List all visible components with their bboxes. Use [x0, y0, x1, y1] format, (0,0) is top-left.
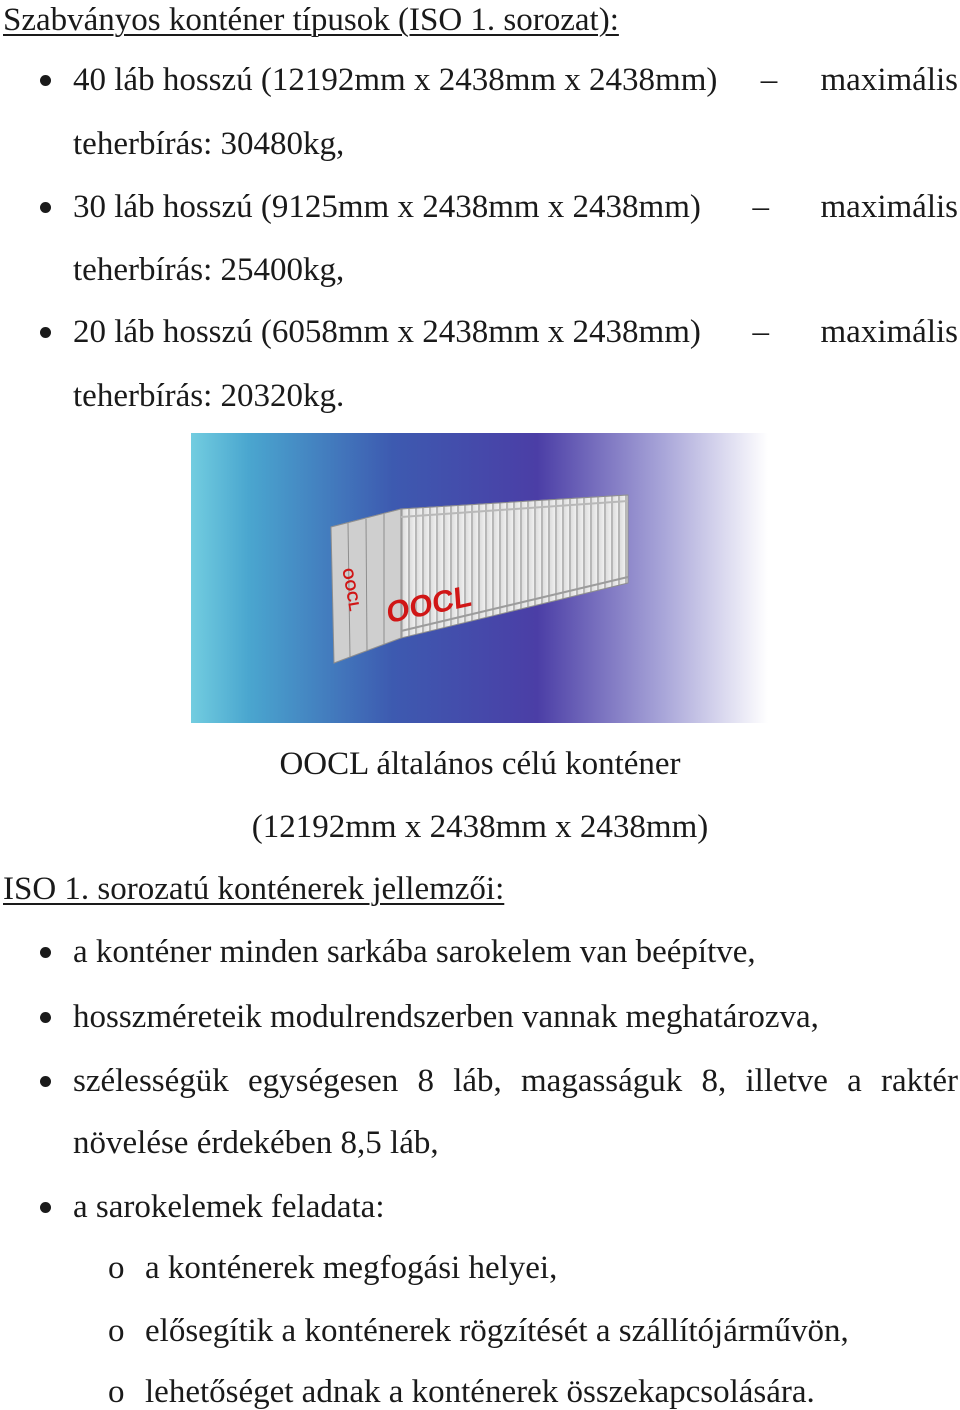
figure-caption-dimensions: (12192mm x 2438mm x 2438mm) — [251, 809, 709, 845]
sub-bullet-marker: o — [108, 1250, 125, 1286]
list-item-text: maximális — [820, 62, 958, 98]
oocl-container-illustration — [191, 433, 768, 723]
bullet-icon — [40, 1076, 51, 1087]
list-item-corner-fittings: a konténer minden sarkába sarokelem van beépítve, — [73, 934, 756, 970]
list-item-20ft — [73, 316, 958, 349]
oocl-logo-side: OOCL — [385, 579, 473, 631]
list-item-width-height: szélességük egységesen 8 láb, magasságuk 8, illetve a raktér — [73, 1063, 958, 1099]
bullet-icon — [40, 202, 51, 213]
bullet-icon — [40, 1202, 51, 1213]
list-item-modular-lengths: hosszméreteik modulrendszerben vannak meghatározva, — [73, 999, 819, 1035]
sub-list-item-securing: elősegítik a konténerek rögzítését a szállítójárművön, — [145, 1313, 849, 1349]
list-item-40ft — [73, 64, 958, 97]
list-item-30ft — [73, 191, 958, 224]
bullet-icon — [40, 1012, 51, 1023]
list-item-text-continued: teherbírás: 25400kg, — [73, 252, 345, 288]
list-item-corner-tasks: a sarokelemek feladata: — [73, 1189, 385, 1225]
dash: – — [752, 189, 769, 225]
container-image — [191, 433, 768, 723]
section-heading-container-types: Szabványos konténer típusok (ISO 1. sorozat): — [3, 2, 619, 38]
sub-list-item-gripping-points: a konténerek megfogási helyei, — [145, 1250, 558, 1286]
figure-caption-title: OOCL általános célú konténer — [279, 746, 681, 782]
dash: – — [752, 314, 769, 350]
list-item-text-continued: növelése érdekében 8,5 láb, — [73, 1125, 439, 1161]
sub-bullet-marker: o — [108, 1313, 125, 1349]
list-item-text: 40 láb hosszú (12192mm x 2438mm x 2438mm) — [73, 62, 718, 98]
list-item-text: maximális — [820, 189, 958, 225]
list-item-text: 20 láb hosszú (6058mm x 2438mm x 2438mm) — [73, 314, 701, 350]
list-item-text-continued: teherbírás: 30480kg, — [73, 126, 345, 162]
sub-bullet-marker: o — [108, 1374, 125, 1410]
bullet-icon — [40, 947, 51, 958]
bullet-icon — [40, 75, 51, 86]
section-heading-iso-features: ISO 1. sorozatú konténerek jellemzői: — [3, 871, 505, 907]
bullet-icon — [40, 327, 51, 338]
oocl-logo-end: OOCL — [338, 566, 363, 613]
dash: – — [760, 62, 778, 98]
sub-list-item-coupling: lehetőséget adnak a konténerek összekapcsolására. — [145, 1374, 815, 1410]
list-item-text: maximális — [820, 314, 958, 350]
list-item-text: 30 láb hosszú (9125mm x 2438mm x 2438mm) — [73, 189, 701, 225]
list-item-text-continued: teherbírás: 20320kg. — [73, 378, 345, 414]
